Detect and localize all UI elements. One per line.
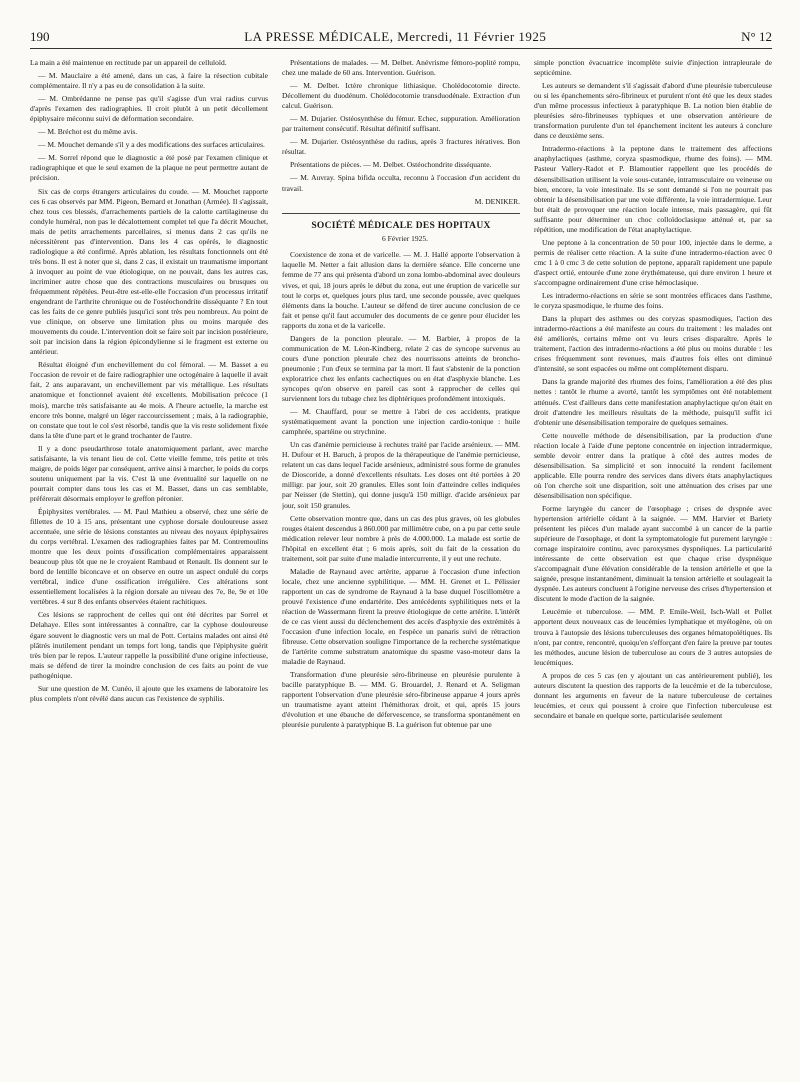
column-middle — [282, 58, 520, 1074]
paragraph: — M. Dujarier. Ostéosynthèse du radius, après 3 fractures itératives. Bon résultat. — [282, 137, 520, 157]
paragraph: Dans la plupart des asthmes ou des coryzas spasmodiques, l'action des intradermo-réactions a été manifeste au cours du traitement : les malades ont été améliorés, certains même ont vu leurs crises disparaître. Après le traitement, l'action des intradermo-réactions a été plus ou moins durable : les crises fréquemment sont revenues, mais d'autres fois elles ont diminué d'intensité, se sont espacées ou même ont complètement disparu. — [534, 314, 772, 374]
paragraph: — M. Bréchot est du même avis. — [38, 127, 138, 137]
presentations-section — [282, 58, 520, 194]
paragraph: Les auteurs se demandent s'il s'agissait d'abord d'une pleurésie tuberculeuse ou si les épanchements séro-fibrineux et purulent n'ont été que les deux stades d'un même processus infectieux à paratyphique B. La notion bien établie de pleurésies séro-fibrineuses typhiques et une observation antérieure de transformation purulente d'un tel épanchement incitent les auteurs à conclure dans ce deuxième sens. — [534, 81, 772, 141]
paragraph: Six cas de corps étrangers articulaires du coude. — M. Mouchet rapporte ces 6 cas observés par MM. Pigeon, Bernard et Jonathan (Armée). Il s'agissait, chez tous ces blessés, d'arrachements partiels de la calotte cartilagineuse du condyle huméral, non pas le décalottement complet tel que l'a décrit Mouchet, mais de petits arrachements parcellaires, si menus dans 2 cas qu'ils ne nécessitèrent pas d'intervention. Dans les 4 cas opérés, le diagnostic radiologique a été confirmé. Après ablation, les résultats fonctionnels ont été très bons. Il est à noter que si, dans 2 cas, il existait un traumatisme important à invoquer au point de vue étiologique, on ne pouvait, dans les autres cas, incriminer autre chose que des contractions musculaires ou brusques ou fréquemment répétées. Peut-être est-elle-elle l'occasion d'un processus irritatif engendrant de l'arthrite chronique ou de l'ostéochondrite disséquante ? En tout cas les faits de ce genre publiés jusqu'ici sont très peu nombreux. Au point de vue clinique, on observe une limitation plus ou moins marquée des mouvements du coude. L'intervention doit se faire soit par incision postérieure, soit par incision dans la région épicondylienne si le fragment est externe ou antérieur. — [30, 186, 268, 357]
paragraph: Dangers de la ponction pleurale. — M. Barbier, à propos de la communication de M. Léon-Kindberg, relate 2 cas de syncope survenus au cours d'une ponction pleurale chez des nourrissons atteints de broncho-pneumonie ; l'un d'eux se termina par la mort. Il faut s'abstenir de la ponction exploratrice chez les enfants cachectiques ou en état d'asphyxie blanche. Les syncopes qu'on observe en pareil cas sont à rapprocher de celles qui surviennent lors du tubage chez les diphtériques profondément intoxiqués. — [282, 333, 520, 404]
paragraph: — M. Mouchet demande s'il y a des modifications des surfaces articulaires. — [38, 140, 265, 150]
paragraph: — M. Chauffard, pour se mettre à l'abri de ces accidents, pratique systématiquement avant la ponction une injection cardio-tonique : huile camphrée, spartéine ou strychnine. — [282, 407, 520, 437]
paragraph: — M. Mauclaire a été amené, dans un cas, à faire la résection cubitale complémentaire. Il n'y a pas eu de consolidation à la suite. — [30, 71, 268, 91]
paragraph: Cette observation montre que, dans un cas des plus graves, où les globules rouges étaient descendus à 860.000 par millimètre cube, on a pu par cette seule médication relever leur nombre à près de 4.000.000. La malade est sortie de l'hôpital en excellent état ; 6 mois après, soit du fait de la cessation du traitement, soit par suite d'une maladie intercurrente, il y eut une rechute. — [282, 513, 520, 563]
column-right — [534, 58, 772, 1074]
paragraph: Forme laryngée du cancer de l'œsophage ; crises de dyspnée avec hypertension artérielle cédant à la saignée. — MM. Harvier et Bariety présentent les pièces d'un malade ayant succombé à un cancer de la partie supérieure de l'œsophage, et dont la symptomatologie fut purement laryngée : cornage inspiratoire continu, avec paroxysmes dyspnéiques. La particularité intéressante de cette observation est que chaque crise dyspnéique s'accompagnait d'une élévation considérable de la tension artérielle et que la saignée, presque instantanément, diminuait la tension artérielle et soulageait la dyspnée. Les auteurs concluent à l'origine nerveuse des crises d'hypertension et discutent le mode d'action de la saignée. — [534, 503, 772, 604]
paragraph: Un cas d'anémie pernicieuse à rechutes traité par l'acide arsénieux. — MM. H. Dufour et H. Baruch, à propos de la thérapeutique de l'anémie pernicieuse, relatent un cas dans lequel l'acide arsénieux, administré sous forme de granules de Dioscoride, a donné d'excellents résultats. Les doses ont été portées à 20 milligr. par jour, soit 20 granules. Elles sont loin d'atteindre celles indiquées par Neisser (de Stettin), qui donne jusqu'à 150 milligr. d'acide arsénieux par jour, soit 150 granules. — [282, 440, 520, 510]
article-columns — [30, 58, 772, 1074]
paragraph: Présentations de malades. — M. Delbet. Anévrisme fémoro-poplité rompu, chez une malade de 60 ans. Intervention. Guérison. — [282, 58, 520, 78]
paragraph: — M. Ombrédanne ne pense pas qu'il s'agisse d'un vrai radius curvus d'après l'examen des radiographies. Il croit plutôt à un petit décollement épiphysaire méconnu suivi de déformation secondaire. — [30, 94, 268, 124]
paragraph: Résultat éloigné d'un enchevillement du col fémoral. — M. Basset a eu l'occasion de revoir et de faire radiographier une octogénaire à laquelle il avait fait, 2 ans auparavant, un enchevillement par vis métallique. Les résultats anatomique et fonctionnel avaient été excellents. Mobilisation précoce (1 mois), marche très satisfaisante au 4e mois. A l'heure actuelle, la marche est encore très bonne, malgré un léger raccourcissement ; mais, à la radiographie, on constate que tout le col s'est résorbé, tandis que la vis reste solidement fixée dans la tête d'une part et le grand trochanter de l'autre. — [30, 360, 268, 440]
column-left — [30, 58, 268, 1074]
paragraph: Leucémie et tuberculose. — MM. P. Emile-Weil, Isch-Wall et Pollet apportent deux nouveaux cas de leucémies lymphatique et myélogène, où on trouva à l'autopsie des lésions tuberculeuses des organes hématopoïétiques. Ils n'ont, par contre, rencontré, quoiqu'en s'efforçant d'en faire la preuve par toutes les méthodes, aucune lésion de tuberculose au cours de 3 autres autopsies de leucémiques. — [534, 607, 772, 667]
journal-title: LA PRESSE MÉDICALE, Mercredi, 11 Février 1925 — [244, 29, 547, 44]
paragraph: Intradermo-réactions à la peptone dans le traitement des affections anaphylactiques (asthme, coryza spasmodique, rhume des foins). — MM. Pasteur Vallery-Radot et P. Blamoutier rappellent que les procédés de désensibilisation utilisent la voie sous-cutanée, intramusculaire ou veineuse ou bien, encore, la voie intestinale. Ils se sont demandé si l'on ne pourrait pas obtenir la désensibilisation par une voie différente, la voie intradermique. Leur but était de provoquer une réaction locale intense, mais passagère, qui fût suffisante pour déterminer un choc colloïdoclasique atténué et, par sa répétition, une modification de l'état anaphylactique. — [534, 144, 772, 234]
paragraph: Dans la grande majorité des rhumes des foins, l'amélioration a été des plus nettes : tantôt le rhume a avorté, tantôt les symptômes ont été notablement atténués. C'est d'ailleurs dans cette manifestation anaphylactique qu'on était en droit d'attendre les meilleurs résultats de la méthode, puisqu'il suffit ici d'obtenir une désensibilisation temporaire de quelques semaines. — [534, 377, 772, 427]
paragraph: — M. Auvray. Spina bifida occulta, reconnu à l'occasion d'un accident du travail. — [282, 173, 520, 193]
society-reports — [282, 250, 520, 730]
paragraph: Épiphysites vertébrales. — M. Paul Mathieu a observé, chez une série de fillettes de 10 à 15 ans, présentant une cyphose dorsale douloureuse assez accentuée, une série de lésions constantes au niveau des noyaux épiphysaires du corps vertébral. L'examen des radiographies faites par M. Contremoulins montre que les deux points d'ossification complémentaires apparaissent beaucoup plus tôt que ne le croyaient Rambaud et Renault. Ils donnent sur le bord de lentille biconcave et on observe en outre un aspect ondulé du corps vertébral, indice d'une ossification irrégulière. Ces altérations sont essentiellement localisées à la région dorsale au niveau des 7e, 8e, 9e et 10e vertèbres. 4 sur 8 des enfants observées étaient rachitiques. — [30, 506, 268, 607]
paragraph: Maladie de Raynaud avec artérite, apparue à l'occasion d'une infection locale, chez une ancienne syphilitique. — MM. H. Grenet et L. Pélissier rapportent un cas de syndrome de Raynaud à la base duquel l'oscillomètre a prouvé l'existence d'une endartérite. Des antécédents syphilitiques nets et la réaction de Wassermann firent la preuve étiologique de cette artérite. L'intérêt de ce cas vient aussi du déclenchement des accès d'asphyxie des extrémités à l'occasion d'une infection locale, en l'espèce un panaris suivi de rétraction fibreuse. Cette observation souligne l'importance de la recherche systématique de l'artérite comme substratum anatomique du spasme vaso-moteur dans la maladie de Raynaud. — [282, 566, 520, 667]
paragraph: Les intradermo-réactions en série se sont montrées efficaces dans l'asthme, le coryza spasmodique, le rhume des foins. — [534, 291, 772, 311]
paragraph: — M. Sorrel répond que le diagnostic a été posé par l'examen clinique et radiographique et que le seul examen de la plaque ne peut permettre autant de précision. — [30, 153, 268, 183]
section-heading: SOCIÉTÉ MÉDICALE DES HOPITAUX — [282, 213, 520, 233]
paragraph: Sur une question de M. Cunéo, il ajoute que les examens de laboratoire les plus complets n'ont révélé dans aucun cas l'existence de syphilis. — [30, 683, 268, 703]
paragraph: — M. Delbet. Ictère chronique lithiasique. Cholédocotomie directe. Décollement du duodénum. Cholédocotomie transduodénale. Extraction d'un calcul. Guérison. — [282, 81, 520, 111]
paragraph: Une peptone à la concentration de 50 pour 100, injectée dans le derme, a permis de réaliser cette réaction. A la suite d'une intradermo-réaction avec 0 cmc 1 à 0 cmc 3 de cette solution de peptone, apparaît rapidement une papule d'aspect ortié, entourée d'une zone érythémateuse, qui dure environ 1 heure et s'accompagne ordinairement d'une crise hémoclasique. — [534, 237, 772, 287]
paragraph: La main a été maintenue en rectitude par un appareil de celluloïd. — [30, 58, 227, 67]
paragraph: — M. Dujarier. Ostéosynthèse du fémur. Echec, suppuration. Amélioration par traitement consécutif. Résultat définitif suffisant. — [282, 114, 520, 134]
section-date: 6 Février 1925. — [381, 234, 429, 244]
paragraph: Ces lésions se rapprochent de celles qui ont été décrites par Sorrel et Delahaye. Elles sont intéressantes à connaître, car la cyphose douloureuse égare souvent le diagnostic vers un mal de Pott. Certains malades ont ainsi été plâtrés inutilement pendant un temps fort long, tandis que l'épiphysite guérit très bien par le repos. L'auteur rappelle la possibilité d'une origine infectieuse, mais se défend de tirer la moindre conclusion de ces faits au point de vue pathogénique. — [30, 610, 268, 680]
paragraph: simple ponction évacuatrice incomplète suivie d'injection intrapleurale de septicémine. — [534, 58, 772, 78]
paragraph: Présentations de pièces. — M. Delbet. Ostéochondrite disséquante. — [290, 160, 492, 170]
paragraph: Coexistence de zona et de varicelle. — M. J. Hallé apporte l'observation à laquelle M. Netter a fait allusion dans la dernière séance. Elle concerne une femme de 77 ans qui présenta d'abord un zona lombo-abdominal avec douleurs vives, et qui, 18 jours après le début du zona, eut une éruption de varicelle sur tout le corps et, quelques jours plus tard, une seconde poussée, avec quelques éléments dans la bouche. L'auteur se défend de tirer aucune conclusion de ce fait et pense qu'il faut accumuler des documents de ce genre pour élucider les rapports du zona et de la varicelle. — [282, 250, 520, 330]
paragraph: Il y a donc pseudarthrose totale anatomiquement parlant, avec marche satisfaisante, la vis tenant lieu de col. Cette vieille femme, très petite et très maigre, de poids léger par conséquent, arrive ainsi à marcher, le poids du corps soutenu uniquement par la vis. C'est là une éventualité sur laquelle on ne pourrait compter dans tous les cas et M. Basset, dans un cas semblable, préférerait désormais employer le greffon péronier. — [30, 443, 268, 503]
running-header — [30, 26, 772, 49]
paragraph: A propos de ces 5 cas (en y ajoutant un cas antérieurement publié), les auteurs discutent la question des rapports de la leucémie et de la tuberculose, donnant les arguments en faveur de la nature tuberculeuse de certaines leucémies, et ceux qui poussent à croire que l'infection tuberculeuse est secondaire et banale en quelque sorte, particularisée seulement — [534, 670, 772, 720]
page-number: 190 — [30, 29, 50, 44]
issue-number: N° 12 — [741, 29, 772, 44]
paragraph: Cette nouvelle méthode de désensibilisation, par la production d'une réaction locale à l'aide d'une peptone concentrée en injection intradermique, semble devoir entrer dans la pratique à côté des autres modes de désensibilisation. Sa simplicité et son innocuité la rendent facilement applicable. Elle pourra rendre des services dans divers états anaphylactiques où l'on cherche soit une disparition, soit une atténuation des crises par une désensibilisation non spécifique. — [534, 430, 772, 500]
signature: M. DENIKER. — [474, 196, 520, 206]
paragraph: Transformation d'une pleurésie séro-fibrineuse en pleurésie purulente à bacille paratyphique B. — MM. G. Brouardel, J. Renard et A. Seligman rapportent l'observation d'une pleurésie séro-fibrineuse apparue 4 jours après un traumatisme ayant atteint l'hémithorax droit, et qui, après 15 jours d'évolution et une ébauche de défervescence, se transforma spontanément en pleurésie purulente à paratyphique B. La guérison fut obtenue par une — [282, 670, 520, 730]
